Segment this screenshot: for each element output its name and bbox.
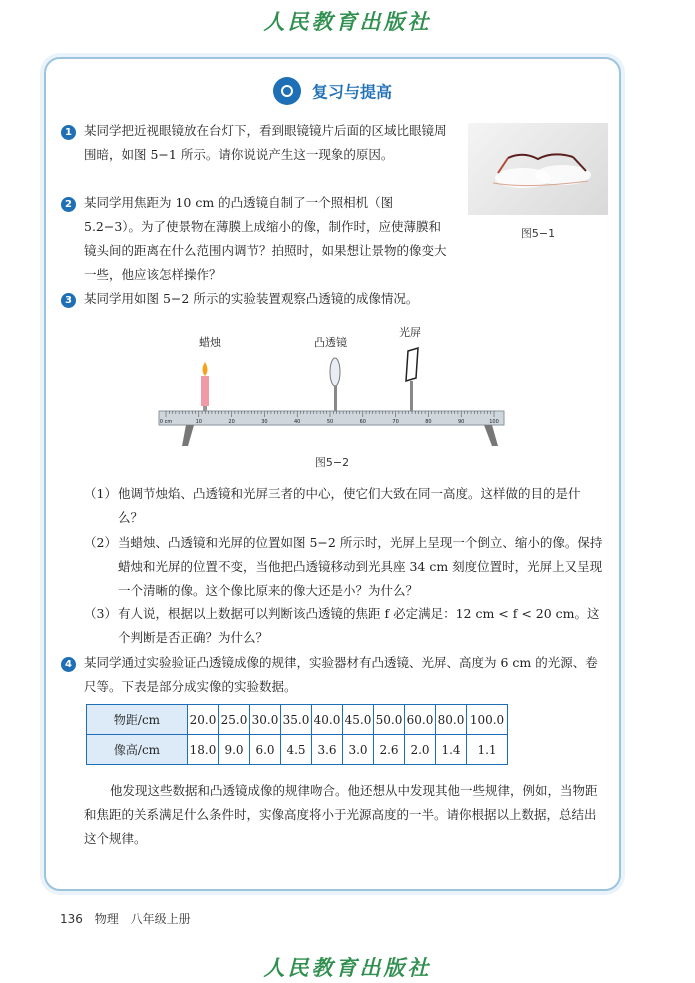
- rail-tick-label: 60: [359, 419, 366, 425]
- rail-tick-label: 100: [489, 419, 499, 425]
- table-row-image-height: [87, 735, 508, 765]
- table-cell: 60.0: [405, 705, 436, 735]
- question-2-text: 某同学用焦距为 10 cm 的凸透镜自制了一个照相机（图 5.2−3）。为了使景物在薄膜上成缩小的像，制作时，应使薄膜和镜头间的距离在什么范围内调节？拍照时，如果想让景物的像变大一些，他应该怎样操作？: [84, 195, 447, 282]
- footer-subject: 物理: [94, 912, 119, 926]
- candle-icon: [201, 362, 209, 411]
- footer-grade: 八年级上册: [130, 912, 191, 926]
- sub-question-1-text: 他调节烛焰、凸透镜和光屏三者的中心，使它们大致在同一高度。这样做的目的是什么？: [118, 486, 581, 525]
- page-footer: [60, 910, 199, 927]
- table-cell: 20.0: [188, 705, 219, 735]
- page-number: 136: [60, 912, 83, 926]
- question-number-2: 2: [61, 197, 76, 212]
- table-cell: 30.0: [250, 705, 281, 735]
- glasses-photo: [468, 123, 608, 215]
- row-label-object-distance: 物距/cm: [87, 705, 188, 735]
- table-cell: 35.0: [281, 705, 312, 735]
- sub-question-2: [84, 531, 604, 603]
- question-1-text: 某同学把近视眼镜放在台灯下，看到眼镜镜片后面的区域比眼镜周围暗，如图 5−1 所示。请你说说产生这一现象的原因。: [84, 123, 447, 162]
- table-cell: 45.0: [343, 705, 374, 735]
- candle-label: 蜡烛: [199, 336, 221, 349]
- sub-question-2-label: （2）: [84, 535, 117, 550]
- question-1: [84, 119, 450, 167]
- table-cell: 4.5: [281, 735, 312, 765]
- optical-bench-diagram: [154, 324, 514, 449]
- sub-question-1-label: （1）: [84, 486, 117, 501]
- question-number-3: 3: [61, 293, 76, 308]
- question-3-text: 某同学用如图 5−2 所示的实验装置观察凸透镜的成像情况。: [84, 291, 419, 306]
- rail-tick-label: 20: [228, 419, 235, 425]
- sub-question-3-label: （3）: [84, 606, 117, 621]
- publisher-footer: 人民教育出版社: [263, 955, 432, 980]
- question-4: [84, 651, 604, 699]
- section-title: 复习与提高: [312, 82, 393, 102]
- question-4-text: 某同学通过实验验证凸透镜成像的规律，实验器材有凸透镜、光屏、高度为 6 cm 的光源、卷尺等。下表是部分成实像的实验数据。: [84, 655, 598, 694]
- table-cell: 3.0: [343, 735, 374, 765]
- screen-icon: [406, 348, 418, 411]
- review-panel: [44, 57, 621, 891]
- lens-icon: [330, 358, 340, 411]
- sub-question-3-text: 有人说，根据以上数据可以判断该凸透镜的焦距 f 必定满足：12 cm < f < 20 cm。这个判断是否正确？为什么？: [118, 606, 600, 645]
- table-cell: 6.0: [250, 735, 281, 765]
- table-cell: 3.6: [312, 735, 343, 765]
- publisher-header: 人民教育出版社: [263, 9, 432, 34]
- table-cell: 1.1: [467, 735, 508, 765]
- table-cell: 9.0: [219, 735, 250, 765]
- table-cell: 80.0: [436, 705, 467, 735]
- screen-label: 光屏: [399, 326, 421, 339]
- table-cell: 50.0: [374, 705, 405, 735]
- question-4-followup: 他发现这些数据和凸透镜成像的规律吻合。他还想从中发现其他一些规律，例如，当物距和焦距的关系满足什么条件时，实像高度将小于光源高度的一半。请你根据以上数据，总结出这个规律。: [84, 783, 598, 846]
- question-3: [84, 287, 604, 311]
- rail-tick-label: 40: [294, 419, 301, 425]
- table-cell: 2.6: [374, 735, 405, 765]
- rail-tick-label: 90: [458, 419, 465, 425]
- glasses-icon: [468, 123, 608, 215]
- table-cell: 18.0: [188, 735, 219, 765]
- sub-question-1: [84, 482, 604, 530]
- row-label-image-height: 像高/cm: [87, 735, 188, 765]
- figure-5-1-caption: 图5−1: [520, 227, 556, 240]
- table-cell: 2.0: [405, 735, 436, 765]
- lens-label: 凸透镜: [314, 336, 347, 349]
- question-2: [84, 191, 450, 287]
- sub-question-3: [84, 602, 604, 650]
- table-cell: 100.0: [467, 705, 508, 735]
- rail-tick-label: 80: [425, 419, 432, 425]
- rail-tick-label: 10: [195, 419, 202, 425]
- experiment-data-table: [86, 704, 508, 765]
- rail-tick-label: 30: [261, 419, 268, 425]
- target-icon: [273, 77, 301, 105]
- section-header: [46, 77, 619, 105]
- question-number-1: 1: [61, 125, 76, 140]
- table-cell: 1.4: [436, 735, 467, 765]
- table-cell: 25.0: [219, 705, 250, 735]
- rail-tick-label: 70: [392, 419, 399, 425]
- question-number-4: 4: [61, 657, 76, 672]
- rail-tick-label: 50: [326, 419, 334, 425]
- table-cell: 40.0: [312, 705, 343, 735]
- rail-tick-label: 0 cm: [159, 419, 173, 425]
- table-row-object-distance: [87, 705, 508, 735]
- figure-5-2-caption: 图5−2: [314, 456, 350, 469]
- sub-question-2-text: 当蜡烛、凸透镜和光屏的位置如图 5−2 所示时，光屏上呈现一个倒立、缩小的像。保持蜡烛和光屏的位置不变，当他把凸透镜移动到光具座 34 cm 刻度位置时，光屏上又呈现一个清晰的像。这个像比原来的像大还是小？为什么？: [118, 535, 603, 598]
